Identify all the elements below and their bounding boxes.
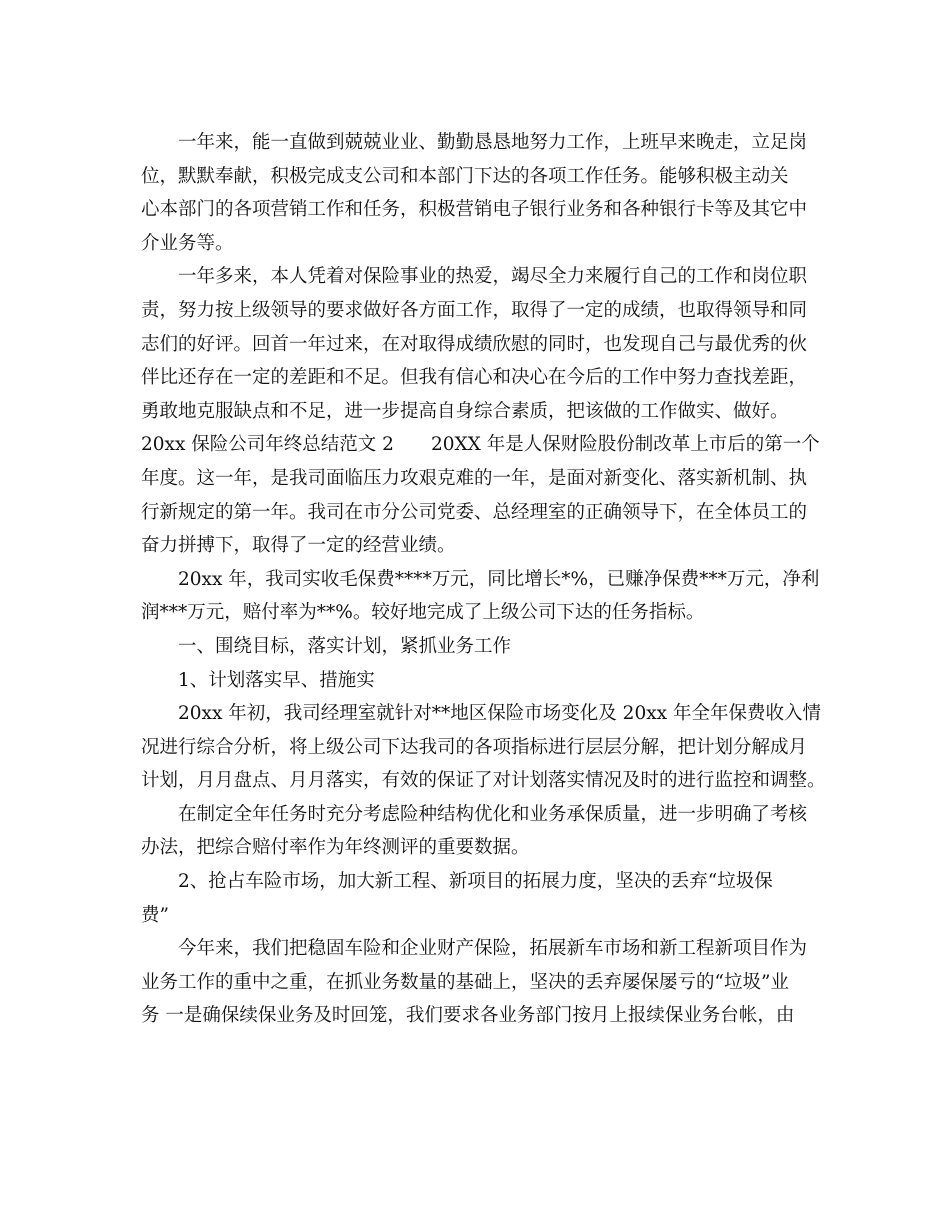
text-line: 业务工作的重中之重，在抓业务数量的基础上，坚决的丢弃屡保屡亏的“垃圾”业 [141, 971, 789, 993]
document-page [141, 126, 826, 1033]
text-line: 计划，月月盘点、月月落实，有效的保证了对计划落实情况及时的进行监控和调整。 [141, 770, 826, 792]
text-line: 心本部门的各项营销工作和任务，积极营销电子银行业务和各种银行卡等及其它中 [141, 199, 808, 221]
text-line: 办法，把综合赔付率作为年终测评的重要数据。 [141, 837, 530, 859]
text-line: 务 一是确保续保业务及时回笼，我们要求各业务部门按月上报续保业务台帐，由 [141, 1005, 795, 1027]
text-line: 20xx 保险公司年终总结范文 2 20XX 年是人保财险股份制改革上市后的第一个 [141, 434, 820, 456]
text-line: 责，努力按上级领导的要求做好各方面工作，取得了一定的成绩，也取得领导和同 [141, 299, 808, 321]
text-line: 志们的好评。回首一年过来，在对取得成绩欣慰的同时，也发现自己与最优秀的伙 [141, 333, 808, 355]
text-line: 2、抢占车险市场，加大新工程、新项目的拓展力度，坚决的丢弃“垃圾保 [178, 871, 773, 893]
text-line: 奋力拼搏下，取得了一定的经营业绩。 [141, 535, 456, 557]
text-line: 20xx 年初，我司经理室就针对**地区保险市场变化及 20xx 年全年保费收入情 [178, 703, 821, 725]
text-line: 介业务等。 [141, 232, 234, 254]
text-line: 在制定全年任务时充分考虑险种结构优化和业务承保质量，进一步明确了考核 [178, 803, 808, 825]
text-line: 20xx 年，我司实收毛保费****万元，同比增长*%，已赚净保费***万元，净利 [178, 568, 820, 590]
text-line: 伴比还存在一定的差距和不足。但我有信心和决心在今后的工作中努力查找差距， [141, 367, 808, 389]
text-line: 勇敢地克服缺点和不足，进一步提高自身综合素质，把该做的工作做实、做好。 [141, 400, 789, 422]
text-line: 费” [141, 904, 169, 926]
text-line: 今年来，我们把稳固车险和企业财产保险，拓展新车市场和新工程新项目作为 [178, 938, 808, 960]
text-line: 况进行综合分析，将上级公司下达我司的各项指标进行层层分解，把计划分解成月 [141, 736, 808, 758]
text-line: 行新规定的第一年。我司在市分公司党委、总经理室的正确领导下，在全体员工的 [141, 501, 808, 523]
text-line: 一年多来，本人凭着对保险事业的热爱，竭尽全力来履行自己的工作和岗位职 [178, 266, 808, 288]
text-line: 位，默默奉献，积极完成支公司和本部门下达的各项工作任务。能够积极主动关 [141, 165, 789, 187]
text-line: 润***万元，赔付率为**%。较好地完成了上级公司下达的任务指标。 [141, 602, 705, 624]
text-line: 年度。这一年，是我司面临压力攻艰克难的一年，是面对新变化、落实新机制、执 [141, 467, 808, 489]
text-line: 一、围绕目标，落实计划，紧抓业务工作 [178, 635, 512, 657]
text-line: 一年来，能一直做到兢兢业业、勤勤恳恳地努力工作，上班早来晚走，立足岗 [178, 132, 808, 153]
text-line: 1、计划落实早、措施实 [178, 669, 375, 691]
